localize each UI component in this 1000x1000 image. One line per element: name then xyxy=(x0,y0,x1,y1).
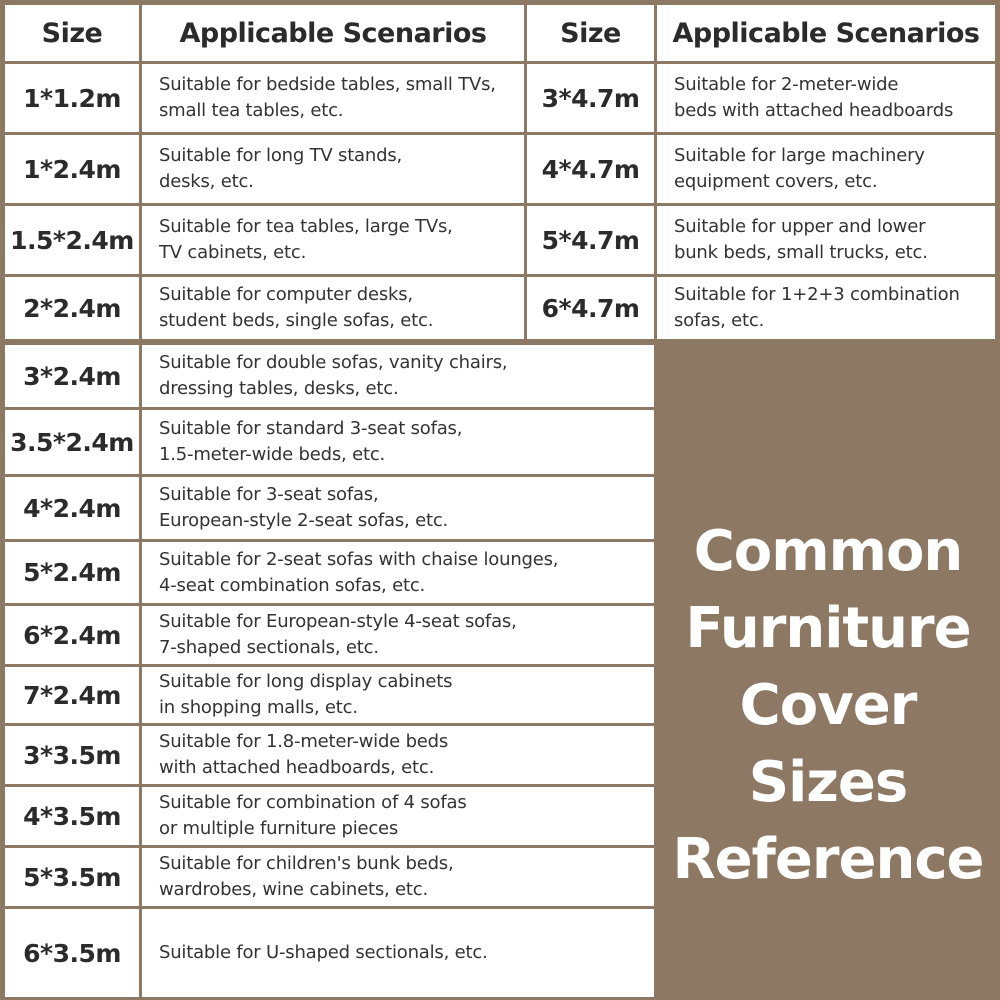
left-scenario-cell xyxy=(142,909,654,997)
left-size-cell: 5*2.4m xyxy=(5,542,139,603)
scenario-line: Suitable for upper and lower xyxy=(674,216,926,237)
scenario-line: TV cabinets, etc. xyxy=(159,242,307,263)
scenario-line: in shopping malls, etc. xyxy=(159,697,358,718)
scenario-line: equipment covers, etc. xyxy=(674,171,878,192)
left-size-cell: 4*3.5m xyxy=(5,787,139,845)
header-size-right: Size xyxy=(527,5,654,61)
right-size-cell: 5*4.7m xyxy=(527,206,654,274)
left-size-cell: 1*1.2m xyxy=(5,64,139,132)
left-scenario-cell xyxy=(142,477,654,539)
right-size-cell: 6*4.7m xyxy=(527,277,654,339)
right-size-cell: 3*4.7m xyxy=(527,64,654,132)
left-scenario-cell xyxy=(142,606,654,664)
left-size-cell: 6*3.5m xyxy=(5,909,139,997)
left-size-cell: 6*2.4m xyxy=(5,606,139,664)
scenario-line: Suitable for 2-meter-wide xyxy=(674,74,899,95)
left-size-cell: 2*2.4m xyxy=(5,277,139,339)
scenario-line: bunk beds, small trucks, etc. xyxy=(674,242,928,263)
scenario-line: Suitable for standard 3-seat sofas, xyxy=(159,418,463,439)
title-line: Cover Sizes xyxy=(739,673,917,815)
scenario-line: European-style 2-seat sofas, etc. xyxy=(159,510,449,531)
title-line: Reference xyxy=(672,827,984,892)
scenario-line: beds with attached headboards xyxy=(674,100,954,121)
title-line: Furniture xyxy=(685,596,971,661)
scenario-line: Suitable for double sofas, vanity chairs, xyxy=(159,352,508,373)
right-scenario-cell xyxy=(657,206,995,274)
header-scenarios-right: Applicable Scenarios xyxy=(657,5,995,61)
right-scenario-cell xyxy=(657,135,995,203)
scenario-line: Suitable for children's bunk beds, xyxy=(159,853,454,874)
scenario-line: wardrobes, wine cabinets, etc. xyxy=(159,879,428,900)
scenario-line: 7-shaped sectionals, etc. xyxy=(159,637,379,658)
scenario-line: Suitable for European-style 4-seat sofas, xyxy=(159,611,517,632)
header-scenarios-left: Applicable Scenarios xyxy=(142,5,524,61)
scenario-line: Suitable for combination of 4 sofas xyxy=(159,792,467,813)
left-size-cell: 7*2.4m xyxy=(5,667,139,723)
scenario-line: Suitable for 1.8-meter-wide beds xyxy=(159,731,449,752)
left-size-cell: 5*3.5m xyxy=(5,848,139,906)
right-size-cell: 4*4.7m xyxy=(527,135,654,203)
scenario-line: sofas, etc. xyxy=(674,310,765,331)
scenario-line: Suitable for long display cabinets xyxy=(159,671,453,692)
scenario-line: small tea tables, etc. xyxy=(159,100,344,121)
left-scenario-cell xyxy=(142,206,524,274)
right-scenario-cell xyxy=(657,64,995,132)
scenario-line: or multiple furniture pieces xyxy=(159,818,399,839)
left-scenario-cell xyxy=(142,848,654,906)
left-size-cell: 3*3.5m xyxy=(5,726,139,784)
scenario-line: Suitable for computer desks, xyxy=(159,284,413,305)
scenario-line: dressing tables, desks, etc. xyxy=(159,378,399,399)
left-scenario-cell xyxy=(142,667,654,723)
left-scenario-cell xyxy=(142,345,654,407)
left-scenario-cell xyxy=(142,135,524,203)
left-size-cell: 3*2.4m xyxy=(5,345,139,407)
scenario-line: Suitable for bedside tables, small TVs, xyxy=(159,74,496,95)
scenario-line: Suitable for 1+2+3 combination xyxy=(674,284,960,305)
right-scenario-cell xyxy=(657,277,995,339)
left-scenario-cell xyxy=(142,542,654,603)
header-size-left: Size xyxy=(5,5,139,61)
scenario-line: Suitable for U-shaped sectionals, etc. xyxy=(159,942,488,963)
scenario-line: desks, etc. xyxy=(159,171,254,192)
scenario-line: Suitable for 3-seat sofas, xyxy=(159,484,379,505)
left-scenario-cell xyxy=(142,726,654,784)
scenario-line: student beds, single sofas, etc. xyxy=(159,310,434,331)
left-size-cell: 1*2.4m xyxy=(5,135,139,203)
left-scenario-cell xyxy=(142,277,524,339)
title-line: Common xyxy=(693,519,963,584)
scenario-line: Suitable for 2-seat sofas with chaise lounges, xyxy=(159,548,559,570)
scenario-line: Suitable for tea tables, large TVs, xyxy=(159,216,453,237)
scenario-line: Suitable for long TV stands, xyxy=(159,145,403,166)
scenario-line: with attached headboards, etc. xyxy=(159,757,435,778)
page-title xyxy=(656,513,1000,898)
left-size-cell: 3.5*2.4m xyxy=(5,410,139,474)
left-scenario-cell xyxy=(142,787,654,845)
scenario-line: Suitable for large machinery xyxy=(674,145,925,166)
scenario-line: 1.5-meter-wide beds, etc. xyxy=(159,444,386,465)
left-size-cell: 4*2.4m xyxy=(5,477,139,539)
left-scenario-cell xyxy=(142,64,524,132)
left-scenario-cell xyxy=(142,410,654,474)
left-size-cell: 1.5*2.4m xyxy=(5,206,139,274)
scenario-line: 4-seat combination sofas, etc. xyxy=(159,574,426,596)
